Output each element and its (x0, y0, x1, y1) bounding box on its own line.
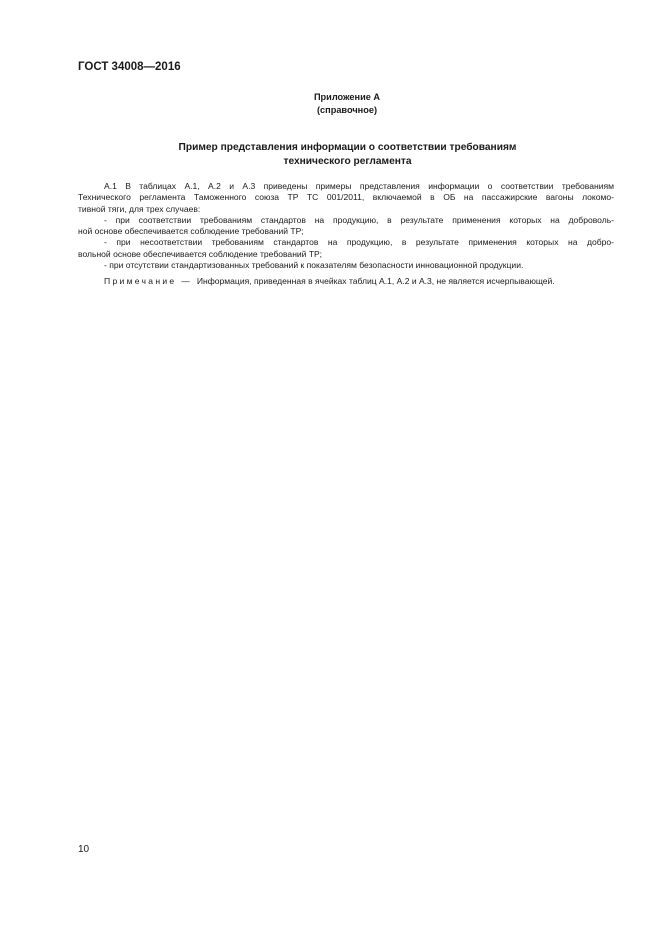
note-dash-glyph: — (181, 276, 190, 287)
case-item-3 (78, 260, 614, 271)
appendix-heading (300, 91, 394, 116)
note-dash (179, 276, 195, 286)
paragraph-a1-line-2: Технического регламента Таможенного союза ТР ТС 001/2011, включаемой в ОБ на пассажирские вагоны локомо- (78, 192, 614, 203)
case-item-1-line-2: ной основе обеспечивается соблюдение требований ТР; (78, 226, 304, 237)
case-item-1-line-1: - при соответствии требованиям стандартов на продукцию, в результате применения которых на доброволь- (104, 214, 614, 225)
paragraph-a1-line-1: А.1 В таблицах А.1, А.2 и А.3 приведены примеры представления информации о соответствии требованиям (104, 181, 614, 191)
section-title-line-2: технического регламента (283, 155, 412, 167)
case-item-3-line-1: - при отсутствии стандартизованных требований к показателям безопасности инновационной продукции. (104, 260, 524, 271)
paragraph-a1-line-3: тивной тяги, для трех случаев: (78, 203, 201, 214)
note-label: Примечание (104, 276, 177, 287)
note (78, 276, 614, 287)
appendix-subtitle: (справочное) (316, 104, 377, 115)
section-title-line-1: Пример представления информации о соответствии требованиям (178, 142, 517, 153)
case-item-2-line-1: - при несоответствии требованиям стандартов на продукцию, в результате применения которых на добро- (104, 237, 614, 248)
case-item-1 (78, 215, 614, 238)
page-number: 10 (78, 844, 90, 855)
note-text: Информация, приведенная в ячейках таблиц А.1, А.2 и А.3, не является исчерпывающей. (196, 276, 555, 287)
section-title (140, 141, 555, 168)
case-item-2 (78, 237, 614, 260)
paragraph-a1 (78, 181, 614, 215)
document-body (78, 181, 614, 288)
appendix-title: Приложение А (313, 92, 381, 102)
case-item-2-line-2: вольной основе обеспечивается соблюдение требований ТР; (78, 248, 322, 259)
standard-code-header: ГОСТ 34008—2016 (78, 61, 181, 73)
